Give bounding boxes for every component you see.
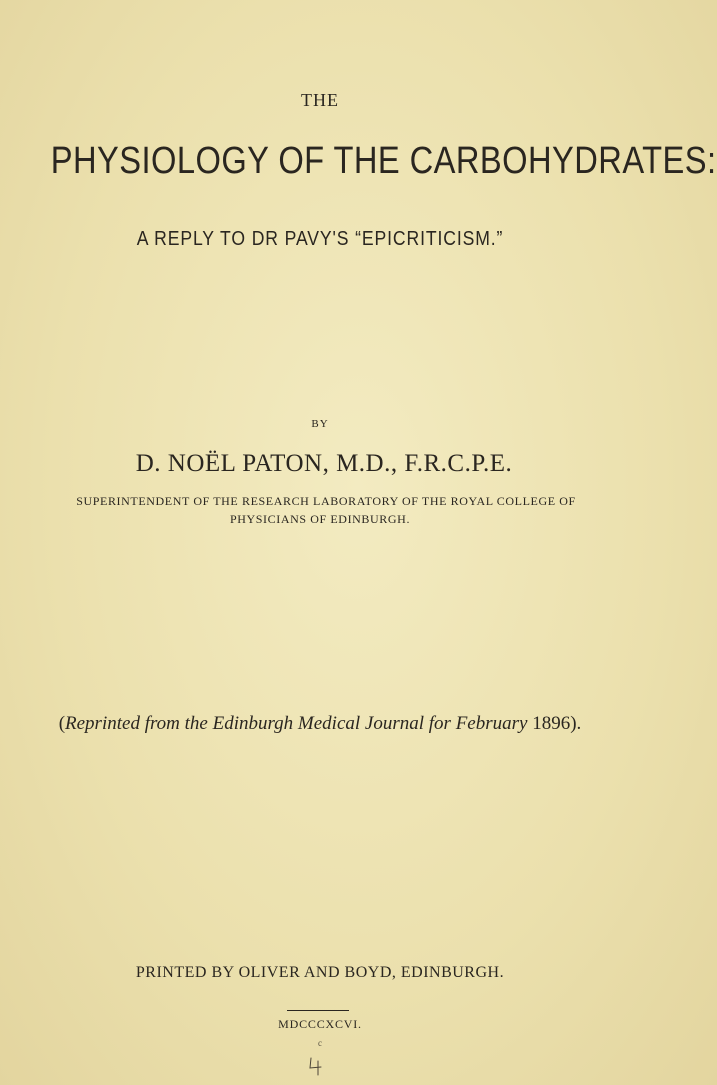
- page-title: PHYSIOLOGY OF THE CARBOHYDRATES:: [50, 140, 717, 182]
- author-position-line2: PHYSICIANS OF EDINBURGH.: [229, 512, 411, 526]
- reprint-note: [0, 713, 640, 735]
- header-the: THE: [301, 90, 339, 110]
- reprint-close: ).: [570, 713, 582, 734]
- printer-imprint: PRINTED BY OLIVER AND BOYD, EDINBURGH.: [135, 964, 505, 981]
- reprint-source: Reprinted from the Edinburgh Medical Journal for February: [65, 713, 528, 734]
- reprint-year: 1896: [532, 713, 571, 734]
- author-position-line1: SUPERINTENDENT OF THE RESEARCH LABORATORY OF THE ROYAL COLLEGE OF: [76, 494, 576, 508]
- library-mark: c: [318, 1038, 322, 1048]
- reprint-open: (: [58, 713, 66, 734]
- handwritten-mark-icon: [308, 1056, 324, 1076]
- subtitle: A REPLY TO DR PAVY'S “EPICRITICISM.”: [136, 228, 504, 250]
- author-name: D. NOËL PATON, M.D., F.R.C.P.E.: [135, 450, 513, 477]
- imprint-year: MDCCCXCVI.: [278, 1017, 362, 1031]
- divider-rule: [287, 1010, 349, 1011]
- by-label: BY: [311, 418, 329, 430]
